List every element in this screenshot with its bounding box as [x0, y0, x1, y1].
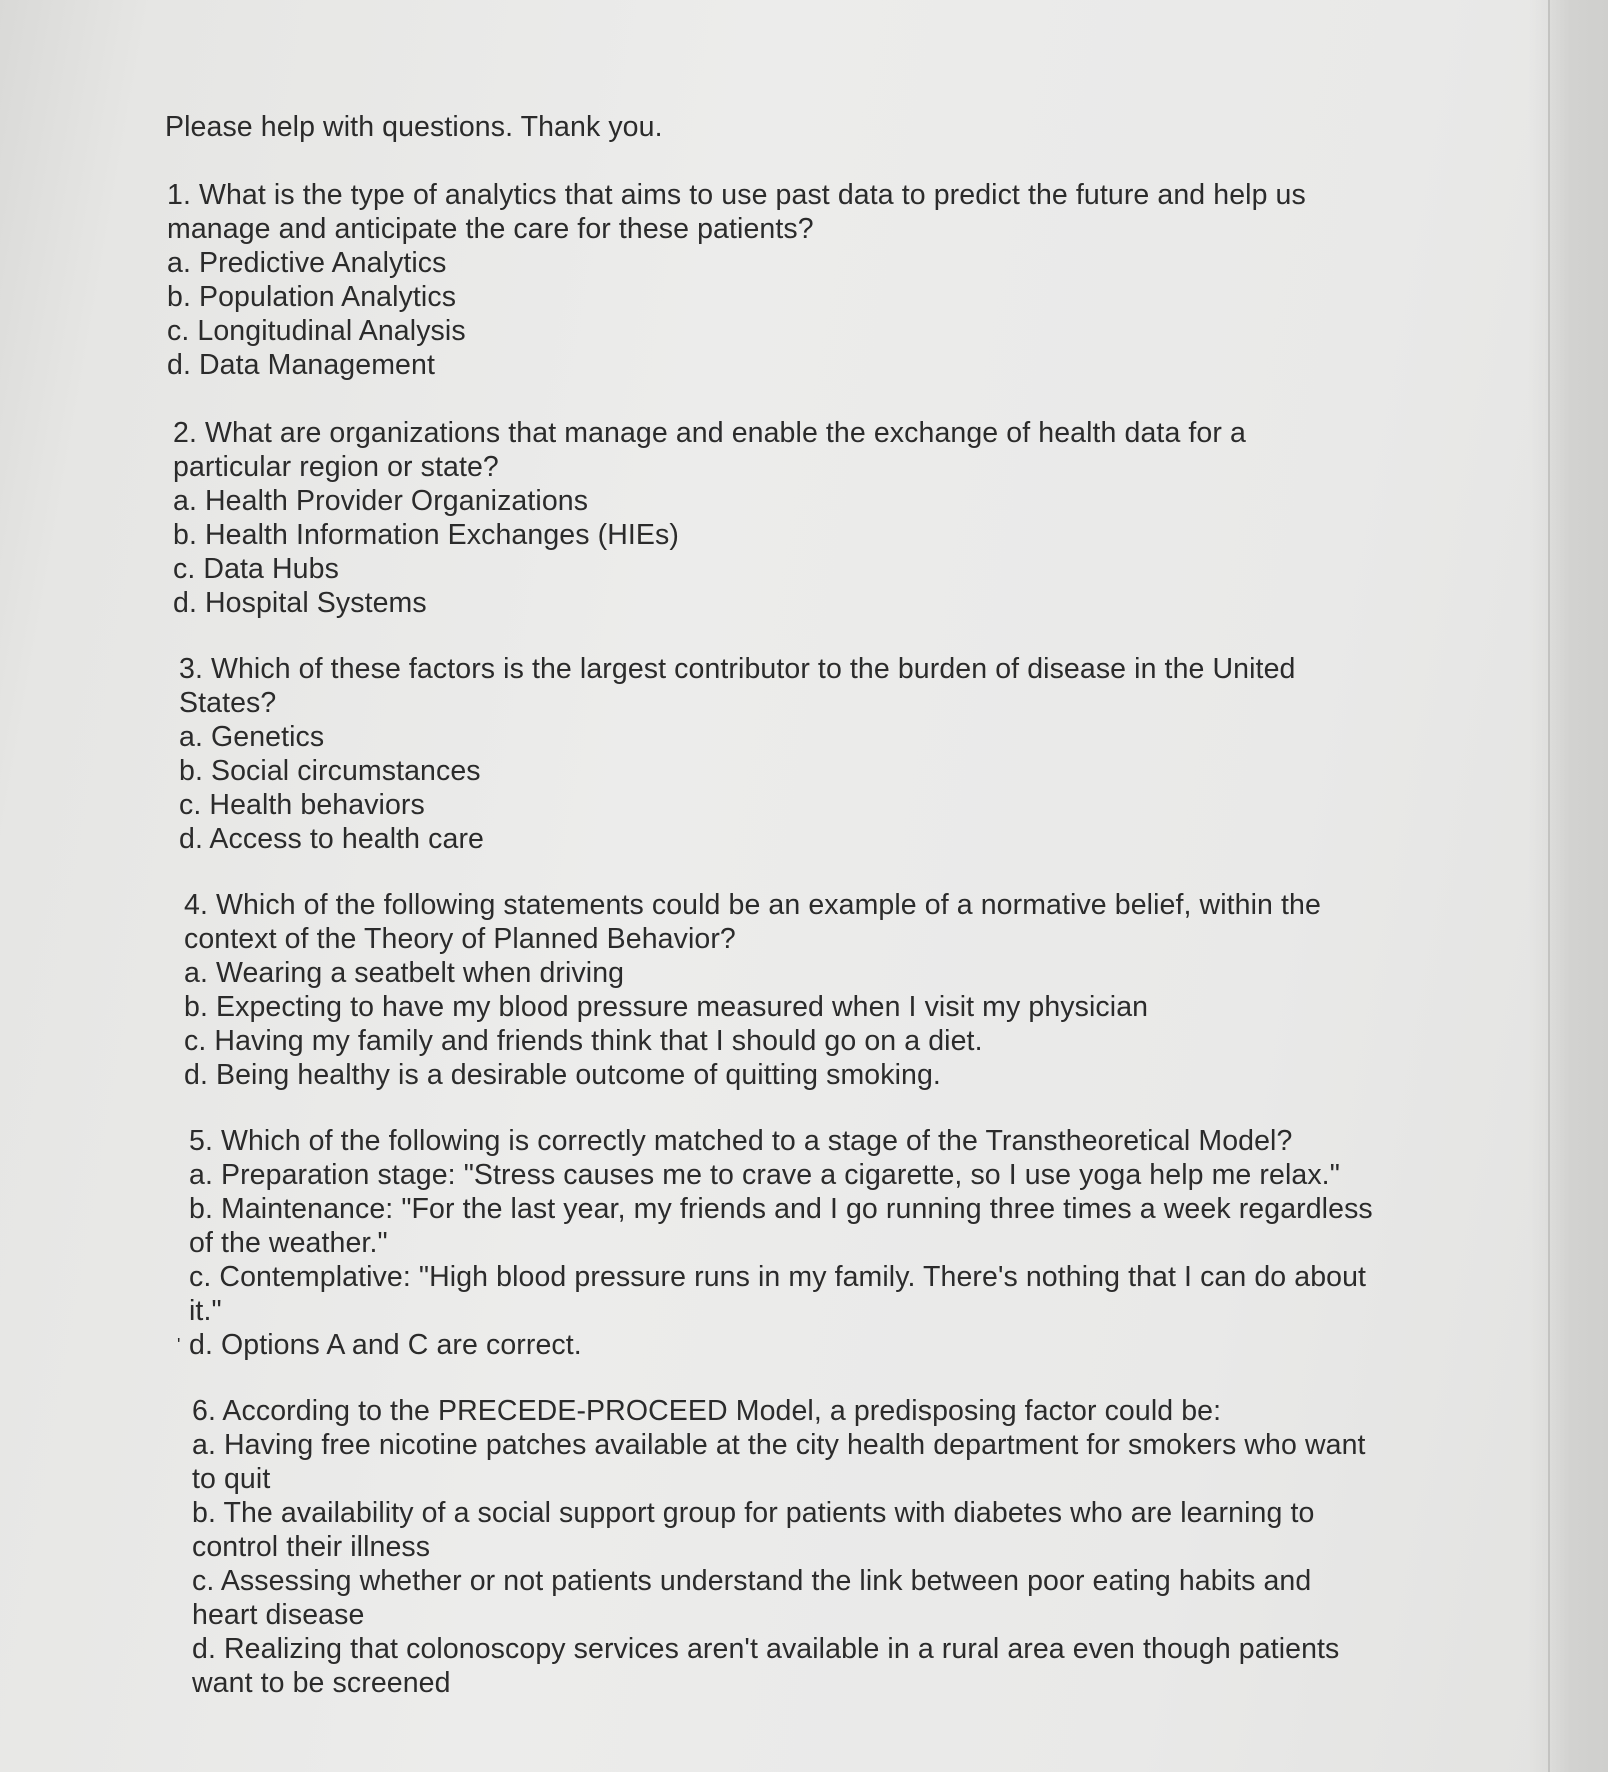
- question-4: [184, 888, 1374, 1092]
- stray-mark: ': [177, 1335, 181, 1355]
- option-a: a. Wearing a seatbelt when driving: [184, 957, 625, 989]
- question-6: [192, 1394, 1382, 1700]
- option-c: c. Data Hubs: [173, 553, 339, 585]
- option-c: c. Assessing whether or not patients understand the link between poor eating habits and heart disease: [192, 1565, 1312, 1631]
- question-text: 4. Which of the following statements could be an example of a normative belief, within the context of the Theory of Planned Behavior?: [184, 889, 1321, 955]
- option-b: b. Expecting to have my blood pressure measured when I visit my physician: [184, 991, 1149, 1023]
- option-c: c. Longitudinal Analysis: [167, 315, 466, 347]
- option-b: b. Population Analytics: [167, 281, 457, 313]
- question-text: 3. Which of these factors is the largest contributor to the burden of disease in the United States?: [179, 653, 1296, 719]
- option-b: b. Social circumstances: [179, 755, 481, 787]
- option-a: a. Preparation stage: "Stress causes me to crave a cigarette, so I use yoga help me relax.": [189, 1159, 1340, 1191]
- option-b: b. Maintenance: "For the last year, my friends and I go running three times a week regardless of the weather.": [189, 1193, 1373, 1259]
- option-d: d. Being healthy is a desirable outcome of quitting smoking.: [184, 1059, 941, 1091]
- option-d: d. Access to health care: [179, 823, 484, 855]
- option-d-text: d. Options A and C are correct.: [189, 1329, 582, 1361]
- question-2: [173, 416, 1363, 620]
- option-d: d. Data Management: [167, 349, 435, 381]
- option-b: b. The availability of a social support group for patients with diabetes who are learning to control their illness: [192, 1497, 1315, 1563]
- option-c: c. Health behaviors: [179, 789, 425, 821]
- option-d: d. Realizing that colonoscopy services aren't available in a rural area even though patients want to be screened: [192, 1633, 1340, 1699]
- option-a: a. Predictive Analytics: [167, 247, 447, 279]
- question-document: [165, 110, 1373, 1742]
- option-c: c. Having my family and friends think that I should go on a diet.: [184, 1025, 983, 1057]
- option-a: a. Having free nicotine patches available at the city health department for smokers who want to quit: [192, 1429, 1366, 1495]
- option-a: a. Health Provider Organizations: [173, 485, 589, 517]
- question-text: 6. According to the PRECEDE-PROCEED Model, a predisposing factor could be:: [192, 1395, 1222, 1427]
- right-edge-panel: [1548, 0, 1608, 1772]
- question-3: [179, 652, 1369, 856]
- question-5: [177, 1124, 1379, 1362]
- question-1: [167, 178, 1357, 382]
- question-text: 5. Which of the following is correctly matched to a stage of the Transtheoretical Model?: [189, 1125, 1293, 1157]
- option-a: a. Genetics: [179, 721, 325, 753]
- option-d: [177, 1328, 1379, 1362]
- question-text: 2. What are organizations that manage and enable the exchange of health data for a particular region or state?: [173, 417, 1246, 483]
- intro-text: Please help with questions. Thank you.: [165, 111, 663, 143]
- option-d: d. Hospital Systems: [173, 587, 427, 619]
- option-c: c. Contemplative: "High blood pressure runs in my family. There's nothing that I can do about it.": [189, 1261, 1367, 1327]
- option-b: b. Health Information Exchanges (HIEs): [173, 519, 679, 551]
- question-text: 1. What is the type of analytics that aims to use past data to predict the future and help us manage and anticipate the care for these patients?: [167, 179, 1306, 245]
